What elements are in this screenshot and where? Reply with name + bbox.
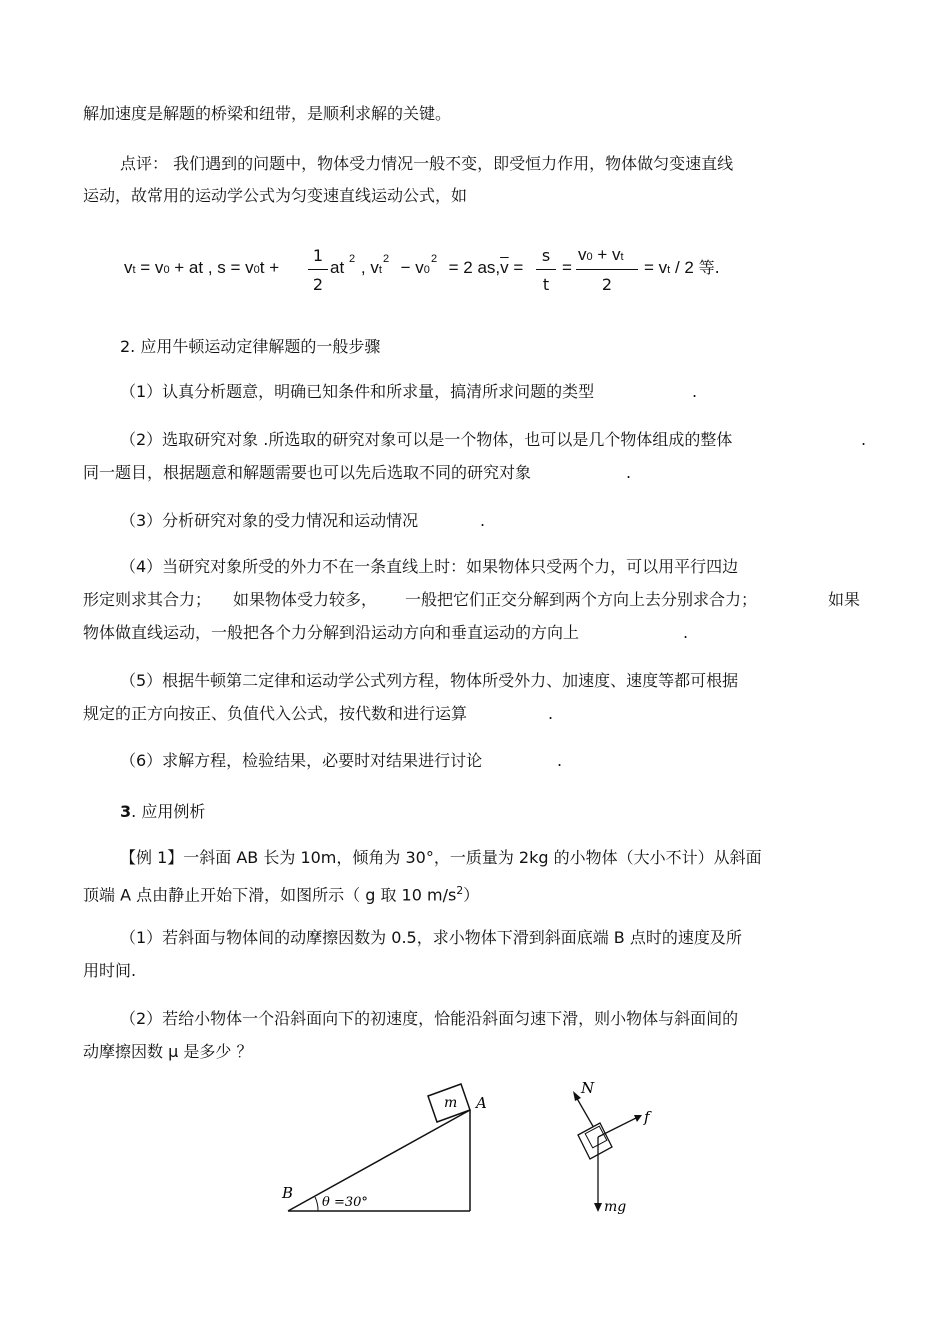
- label-B: B: [282, 1184, 294, 1202]
- formula-plus-at-s: + at , s = v: [169, 258, 254, 277]
- step-4-period: .: [683, 623, 689, 642]
- formula-div-2: / 2: [670, 258, 699, 277]
- example-1-line-2-text: 顶端 A 点由静止开始下滑，如图所示（ g 取 10 m/s: [83, 885, 457, 905]
- incline-figure: [270, 1080, 500, 1230]
- formula-sup-2b: 2: [383, 253, 390, 265]
- formula-sub-0c: 0: [423, 264, 430, 276]
- frac-half-den: 2: [312, 275, 324, 294]
- section-3-number: 3: [120, 802, 132, 821]
- frac-plus-vt: + v: [592, 245, 621, 264]
- example-1-line-1: 【例 1】一斜面 AB 长为 10m，倾角为 30°，一质量为 2kg 的小物体（大小不计）从斜面: [120, 848, 762, 867]
- question-2-line-1: （2）若给小物体一个沿斜面向下的初速度，恰能沿斜面匀速下滑，则小物体与斜面间的: [120, 1009, 739, 1028]
- formula-eq-v: = v: [135, 258, 164, 277]
- step-4-line-2d: 如果: [828, 590, 861, 609]
- formula-sub-t: t: [132, 264, 136, 276]
- question-1-line-2: 用时间.: [83, 961, 137, 980]
- label-N: N: [581, 1079, 595, 1097]
- step-3-period: .: [480, 511, 486, 530]
- step-4-line-2c: 一般把它们正交分解到两个方向上去分别求合力；: [405, 590, 758, 609]
- label-m: m: [444, 1095, 458, 1111]
- step-2-period-b: .: [626, 463, 632, 482]
- normal-force-arrow: [573, 1091, 581, 1101]
- step-4-line-2a: 形定则求其合力；: [83, 590, 212, 609]
- formula-eq-vt: = v: [644, 258, 668, 277]
- frac-avg-bar: [576, 269, 638, 270]
- formula-sup-2a: 2: [349, 253, 356, 265]
- frac-vt-sub: t: [620, 251, 624, 263]
- incline-slope: [288, 1110, 470, 1211]
- formula-comma-v: , v: [356, 258, 379, 277]
- force-diagram: [560, 1075, 670, 1225]
- frac-avg-den: 2: [601, 275, 613, 294]
- formula-sub-t2: t: [378, 264, 382, 276]
- label-mg: mg: [604, 1199, 627, 1215]
- formula-eq-b: =: [562, 258, 572, 277]
- step-3: （3）分析研究对象的受力情况和运动情况: [120, 511, 419, 530]
- formula-t-plus: t +: [259, 258, 280, 277]
- step-5-period: .: [548, 704, 554, 723]
- formula-at: at: [330, 258, 345, 277]
- angle-arc: [315, 1197, 318, 1211]
- frac-s-bar: [536, 269, 556, 270]
- example-1-sup: 2: [456, 884, 464, 897]
- label-f: f: [644, 1108, 650, 1126]
- formula-sub-0b: 0: [253, 264, 260, 276]
- section-3-title: . 应用例析: [131, 802, 206, 821]
- step-1: （1）认真分析题意，明确已知条件和所求量，搞清所求问题的类型: [120, 382, 595, 401]
- frac-s-den: t: [542, 275, 550, 294]
- paragraph-acceleration-bridge: 解加速度是解题的桥梁和纽带，是顺利求解的关键。: [83, 104, 452, 123]
- section-3-heading: [120, 802, 205, 822]
- frac-v0-sub: 0: [586, 251, 593, 263]
- formula-minus-v: − v: [395, 258, 424, 277]
- frac-s-num: s: [541, 246, 551, 265]
- formula-sub-0: 0: [163, 264, 170, 276]
- step-2-line-1: （2）选取研究对象 .所选取的研究对象可以是一个物体，也可以是几个物体组成的整体: [120, 430, 733, 449]
- step-4-line-3: 物体做直线运动，一般把各个力分解到沿运动方向和垂直运动的方向上: [83, 623, 580, 642]
- comment-line-2: 运动，故常用的运动学公式为匀变速直线运动公式，如: [83, 186, 468, 205]
- example-1-line-2: [83, 881, 479, 905]
- frac-half-bar: [308, 269, 328, 270]
- step-4-line-1: （4）当研究对象所受的外力不在一条直线上时：如果物体只受两个力，可以用平行四边: [120, 557, 739, 576]
- step-1-period: .: [692, 382, 698, 401]
- frac-half-num: 1: [312, 246, 324, 265]
- formula-eq-a: =: [508, 258, 524, 277]
- question-2-line-2: 动摩擦因数 μ 是多少 ？: [83, 1042, 253, 1061]
- formula-eq-2as: = 2 as,: [443, 258, 501, 277]
- section-2-heading: 2. 应用牛顿运动定律解题的一般步骤: [120, 337, 381, 356]
- formula-deng: 等.: [698, 258, 720, 277]
- formula-vbar: $\overline{v}$: [500, 258, 509, 277]
- friction-line: [598, 1117, 638, 1137]
- example-1-close: ）: [463, 885, 480, 905]
- label-A: A: [476, 1094, 487, 1112]
- step-2-period-a: .: [861, 430, 867, 449]
- question-1-line-1: （1）若斜面与物体间的动摩擦因数为 0.5，求小物体下滑到斜面底端 B 点时的速度及所: [120, 928, 742, 947]
- formula-v: v: [124, 258, 133, 277]
- weight-arrow: [594, 1203, 602, 1212]
- step-5-line-1: （5）根据牛顿第二定律和运动学公式列方程，物体所受外力、加速度、速度等都可根据: [120, 671, 739, 690]
- formula-sub-t3: t: [667, 264, 671, 276]
- label-theta: θ =30°: [322, 1195, 368, 1210]
- step-2-line-2: 同一题目，根据题意和解题需要也可以先后选取不同的研究对象: [83, 463, 532, 482]
- frac-v0-v: v: [578, 245, 587, 264]
- comment-line-1: 点评： 我们遇到的问题中，物体受力情况一般不变，即受恒力作用，物体做匀变速直线: [120, 154, 734, 173]
- step-5-line-2: 规定的正方向按正、负值代入公式，按代数和进行运算: [83, 704, 468, 723]
- step-6: （6）求解方程，检验结果，必要时对结果进行讨论: [120, 751, 483, 770]
- step-4-line-2b: 如果物体受力较多，: [233, 590, 378, 609]
- formula-sup-2c: 2: [431, 253, 438, 265]
- step-6-period: .: [557, 751, 563, 770]
